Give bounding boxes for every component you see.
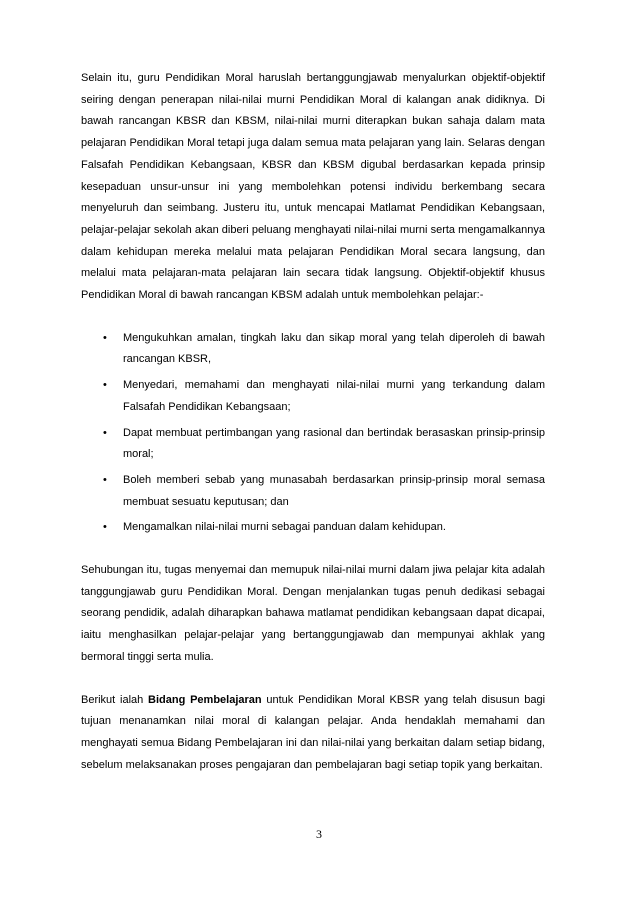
spacer [81, 307, 545, 328]
bullet-icon: • [103, 379, 107, 392]
page-number: 3 [316, 827, 322, 841]
list-item-text: Menyedari, memahami dan menghayati nilai-nilai murni yang terkandung dalam Falsafah Pendidikan Kebangsaan; [123, 379, 545, 413]
spacer [81, 543, 545, 560]
bullet-icon: • [103, 521, 107, 534]
bullet-icon: • [103, 473, 107, 486]
list-item-text: Dapat membuat pertimbangan yang rasional dan bertindak berasaskan prinsip-prinsip moral; [123, 426, 545, 461]
list-item-text: Mengamalkan nilai-nilai murni sebagai panduan dalam kehidupan. [123, 521, 446, 534]
objectives-list [103, 328, 545, 539]
paragraph-learning-areas [81, 690, 545, 777]
bold-term: Bidang Pembelajaran [148, 693, 262, 706]
paragraph-objectives-intro: Selain itu, guru Pendidikan Moral haruslah bertanggungjawab menyalurkan objektif-objektif seiring dengan penerapan nilai-nilai murni Pendidikan Moral di kalangan anak didiknya. Di bawah rancangan KBSR dan KBSM, nilai-nilai murni diterapkan bukan sahaja dalam mata pelajaran Pendidikan Moral tetapi juga dalam semua mata pelajaran yang lain. Selaras dengan Falsafah Pendidikan Kebangsaan, KBSR dan KBSM digubal berdasarkan kepada prinsip kesepaduan unsur-unsur ini yang membolehkan potensi individu berkembang secara menyeluruh dan seimbang. Justeru itu, untuk mencapai Matlamat Pendidikan Kebangsaan, pelajar-pelajar sekolah akan diberi peluang menghayati nilai-nilai murni serta mengamalkannya dalam kehidupan mereka melalui mata pelajaran Pendidikan Moral secara langsung, dan melalui mata pelajaran-mata pelajaran lain secara tidak langsung. Objektif-objektif khusus Pendidikan Moral di bawah rancangan KBSM adalah untuk membolehkan pelajar:- [81, 72, 545, 302]
paragraph-teacher-responsibility: Sehubungan itu, tugas menyemai dan memupuk nilai-nilai murni dalam jiwa pelajar kita adalah tanggungjawab guru Pendidikan Moral. Dengan menjalankan tugas penuh dedikasi sebagai seorang pendidik, adalah diharapkan bahawa matlamat pendidikan kebangsaan dapat dicapai, iaitu menghasilkan pelajar-pelajar yang bertanggungjawab dan mempunyai akhlak yang bermoral tinggi serta mulia. [81, 564, 545, 663]
list-item [103, 423, 545, 466]
paragraph-text: Berikut ialah [81, 693, 149, 706]
bullet-icon: • [103, 426, 107, 439]
page-content [81, 68, 545, 776]
list-item [103, 375, 545, 418]
list-item-text: Boleh memberi sebab yang munasabah berdasarkan prinsip-prinsip moral semasa membuat sesuatu keputusan; dan [123, 473, 545, 508]
paragraph-text: untuk Pendidikan Moral KBSR yang telah disusun bagi tujuan menanamkan nilai moral di kalangan pelajar. Anda hendaklah memahami dan menghayati semua Bidang Pembelajaran ini dan nilai-nilai yang berkaitan dalam setiap bidang, sebelum melaksanakan proses pengajaran dan pembelajaran bagi setiap topik yang berkaitan. [81, 693, 546, 771]
list-item [103, 470, 545, 513]
list-item [103, 328, 545, 371]
list-item [103, 517, 545, 539]
list-item-text: Mengukuhkan amalan, tingkah laku dan sikap moral yang telah diperoleh di bawah rancangan KBSR, [123, 331, 545, 366]
bullet-icon: • [103, 331, 107, 344]
spacer [81, 669, 545, 690]
